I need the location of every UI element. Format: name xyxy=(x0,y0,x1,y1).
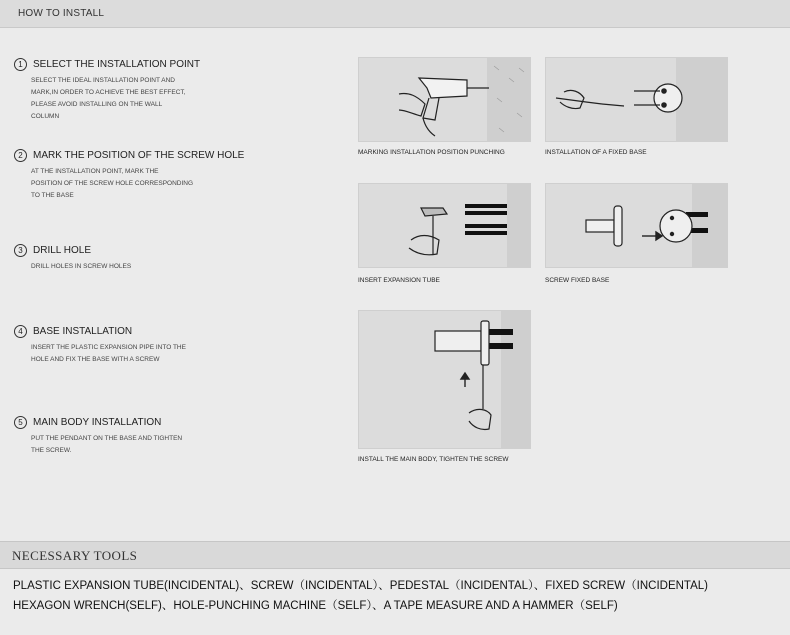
step-1 xyxy=(14,58,334,123)
caption-expansion-tube: INSERT EXPANSION TUBE xyxy=(358,277,440,284)
step-description: DRILL HOLES IN SCREW HOLES xyxy=(31,263,132,270)
step-description: SELECT THE IDEAL INSTALLATION POINT AND MARK,IN ORDER TO ACHIEVE THE BEST EFFECT, PLEASE AVOID INSTALLING ON THE WALL COLUMN xyxy=(31,77,186,120)
step-description: PUT THE PENDANT ON THE BASE AND TIGHTEN THE SCREW. xyxy=(31,435,183,454)
caption-screw-base: SCREW FIXED BASE xyxy=(545,277,610,284)
step-5 xyxy=(14,416,334,457)
step-title: BASE INSTALLATION xyxy=(33,326,133,337)
step-2 xyxy=(14,149,334,202)
tools-section-header xyxy=(0,541,790,569)
step-4 xyxy=(14,325,334,366)
step-title: MAIN BODY INSTALLATION xyxy=(33,417,162,428)
header-bar xyxy=(0,0,790,28)
illustration-screw-base xyxy=(545,183,728,268)
caption-drill: MARKING INSTALLATION POSITION PUNCHING xyxy=(358,149,505,156)
illustration-main-body xyxy=(358,310,531,449)
step-description: INSERT THE PLASTIC EXPANSION PIPE INTO THE HOLE AND FIX THE BASE WITH A SCREW xyxy=(31,344,186,363)
page-title: HOW TO INSTALL xyxy=(18,8,105,19)
illustration-expansion-tube xyxy=(358,183,531,268)
step-number: 4 xyxy=(14,325,27,338)
caption-fixed-base: INSTALLATION OF A FIXED BASE xyxy=(545,149,647,156)
illustration-fixed-base xyxy=(545,57,728,142)
step-number: 5 xyxy=(14,416,27,429)
tools-line-1: PLASTIC EXPANSION TUBE(INCIDENTAL)、SCREW（INCIDENTAL）、PEDESTAL（INCIDENTAL）、FIXED SCREW（INCIDENTAL) xyxy=(13,580,708,592)
step-3 xyxy=(14,244,334,273)
step-title: SELECT THE INSTALLATION POINT xyxy=(33,59,201,70)
step-number: 3 xyxy=(14,244,27,257)
step-description: AT THE INSTALLATION POINT, MARK THE POSITION OF THE SCREW HOLE CORRESPONDING TO THE BASE xyxy=(31,168,194,199)
caption-main-body: INSTALL THE MAIN BODY, TIGHTEN THE SCREW xyxy=(358,456,509,463)
step-number: 1 xyxy=(14,58,27,71)
illustration-drill xyxy=(358,57,531,142)
tools-line-2: HEXAGON WRENCH(SELF)、HOLE-PUNCHING MACHINE（SELF）、A TAPE MEASURE AND A HAMMER（SELF) xyxy=(13,600,618,612)
step-title: MARK THE POSITION OF THE SCREW HOLE xyxy=(33,150,245,161)
step-number: 2 xyxy=(14,149,27,162)
step-title: DRILL HOLE xyxy=(33,245,91,256)
tools-title: NECESSARY TOOLS xyxy=(12,548,138,563)
